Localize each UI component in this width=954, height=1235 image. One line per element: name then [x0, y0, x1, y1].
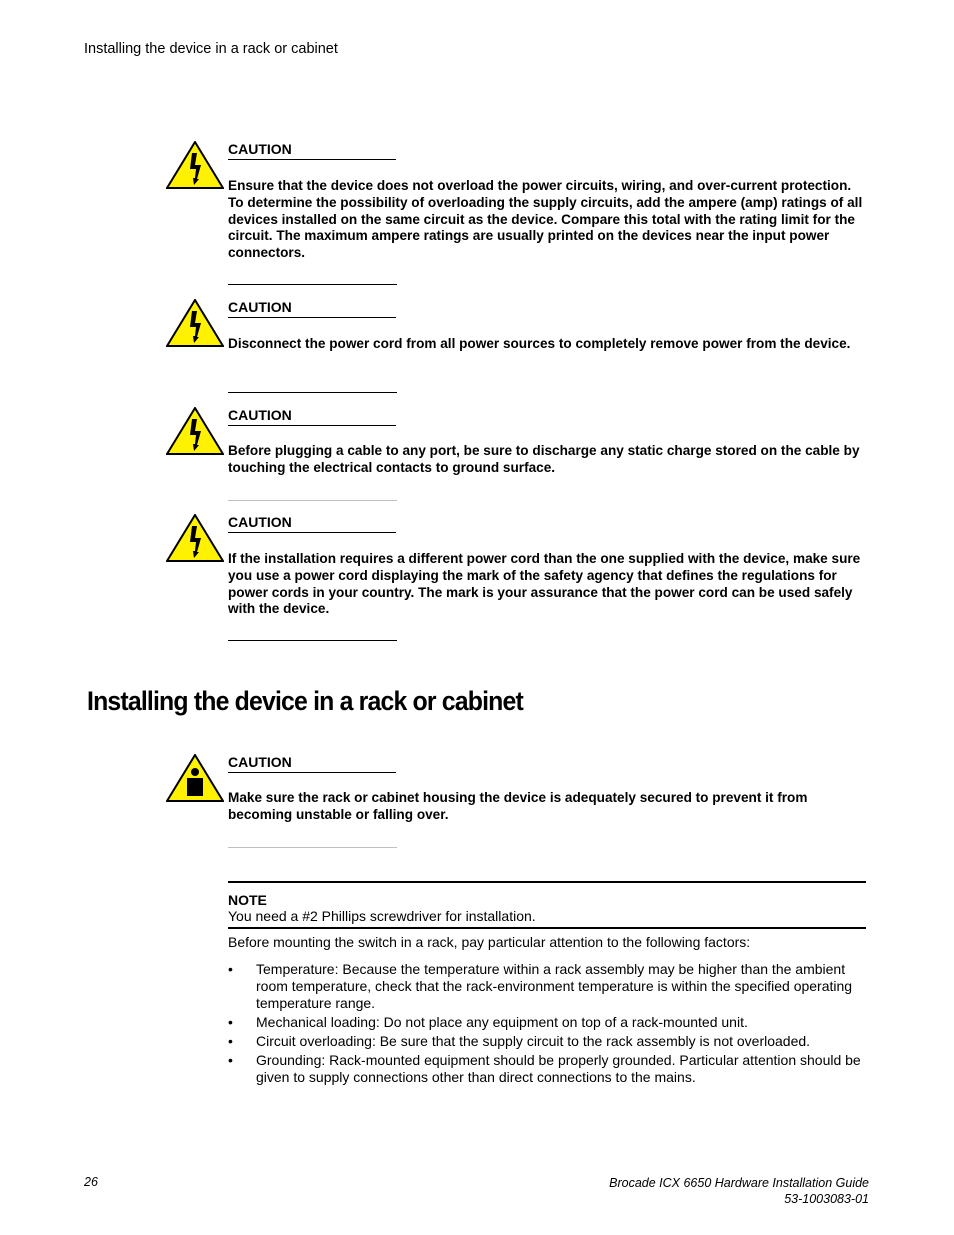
bullet-icon: • — [228, 1033, 233, 1049]
page-number: 26 — [84, 1175, 98, 1189]
list-item — [228, 1052, 868, 1086]
electrical-hazard-icon — [166, 514, 224, 562]
intro-paragraph: Before mounting the switch in a rack, pay particular attention to the following factors: — [228, 934, 751, 950]
caution-end-rule — [228, 640, 397, 641]
caution-text: Disconnect the power cord from all power sources to completely remove power from the device. — [228, 336, 851, 351]
caution-label: CAUTION — [228, 299, 396, 318]
caution-label: CAUTION — [228, 407, 396, 426]
caution-text: Ensure that the device does not overload the power circuits, wiring, and over-current protection. To determine the possibility of overloading the supply circuits, add the ampere (amp) ratings of all devices installed on the same circuit as the device. Compare this total with the rating limit for the circuit. The maximum ampere ratings are usually printed on the devices near the input power connectors. — [228, 178, 863, 261]
running-header: Installing the device in a rack or cabinet — [84, 41, 338, 57]
caution-end-rule — [228, 392, 397, 393]
electrical-hazard-icon — [166, 141, 224, 189]
caution-end-rule — [228, 500, 397, 501]
caution-end-rule — [228, 284, 397, 285]
caution-text: Make sure the rack or cabinet housing the device is adequately secured to prevent it from becoming unstable or falling over. — [228, 790, 808, 822]
list-item-text: Mechanical loading: Do not place any equipment on top of a rack-mounted unit. — [256, 1014, 748, 1030]
list-item-text: Temperature: Because the temperature within a rack assembly may be higher than the ambient room temperature, check that the rack-environment temperature is within the specified operating temperature range. — [256, 961, 853, 1011]
bullet-icon: • — [228, 1052, 233, 1068]
list-item-text: Circuit overloading: Be sure that the supply circuit to the rack assembly is not overloaded. — [256, 1033, 811, 1049]
list-item-text: Grounding: Rack-mounted equipment should be properly grounded. Particular attention should be given to supply connections other than direct connections to the mains. — [256, 1052, 861, 1085]
caution-text: Before plugging a cable to any port, be sure to discharge any static charge stored on the cable by touching the electrical contacts to ground surface. — [228, 443, 860, 475]
caution-text: If the installation requires a different power cord than the one supplied with the device, make sure you use a power cord displaying the mark of the safety agency that defines the regulations for power cords in your country. The mark is your assurance that the power cord can be used safely with the device. — [228, 551, 861, 617]
guide-title: Brocade ICX 6650 Hardware Installation Guide — [609, 1176, 869, 1190]
list-item — [228, 1014, 868, 1031]
electrical-hazard-icon — [166, 407, 224, 455]
factor-list — [228, 961, 868, 1088]
electrical-hazard-icon — [166, 299, 224, 347]
caution-label: CAUTION — [228, 141, 396, 160]
bullet-icon: • — [228, 961, 233, 977]
bullet-icon: • — [228, 1014, 233, 1030]
list-item — [228, 961, 868, 1012]
note-label: NOTE — [228, 892, 267, 908]
caution-end-rule — [228, 847, 397, 848]
caution-label: CAUTION — [228, 514, 396, 533]
footer-doc-info — [609, 1175, 869, 1207]
document-number: 53-1003083-01 — [784, 1192, 869, 1206]
note-text: You need a #2 Phillips screwdriver for installation. — [228, 908, 536, 924]
note-box — [228, 881, 866, 929]
caution-label: CAUTION — [228, 754, 396, 773]
heavy-weight-icon — [166, 754, 224, 802]
section-heading: Installing the device in a rack or cabinet — [87, 686, 523, 716]
list-item — [228, 1033, 868, 1050]
